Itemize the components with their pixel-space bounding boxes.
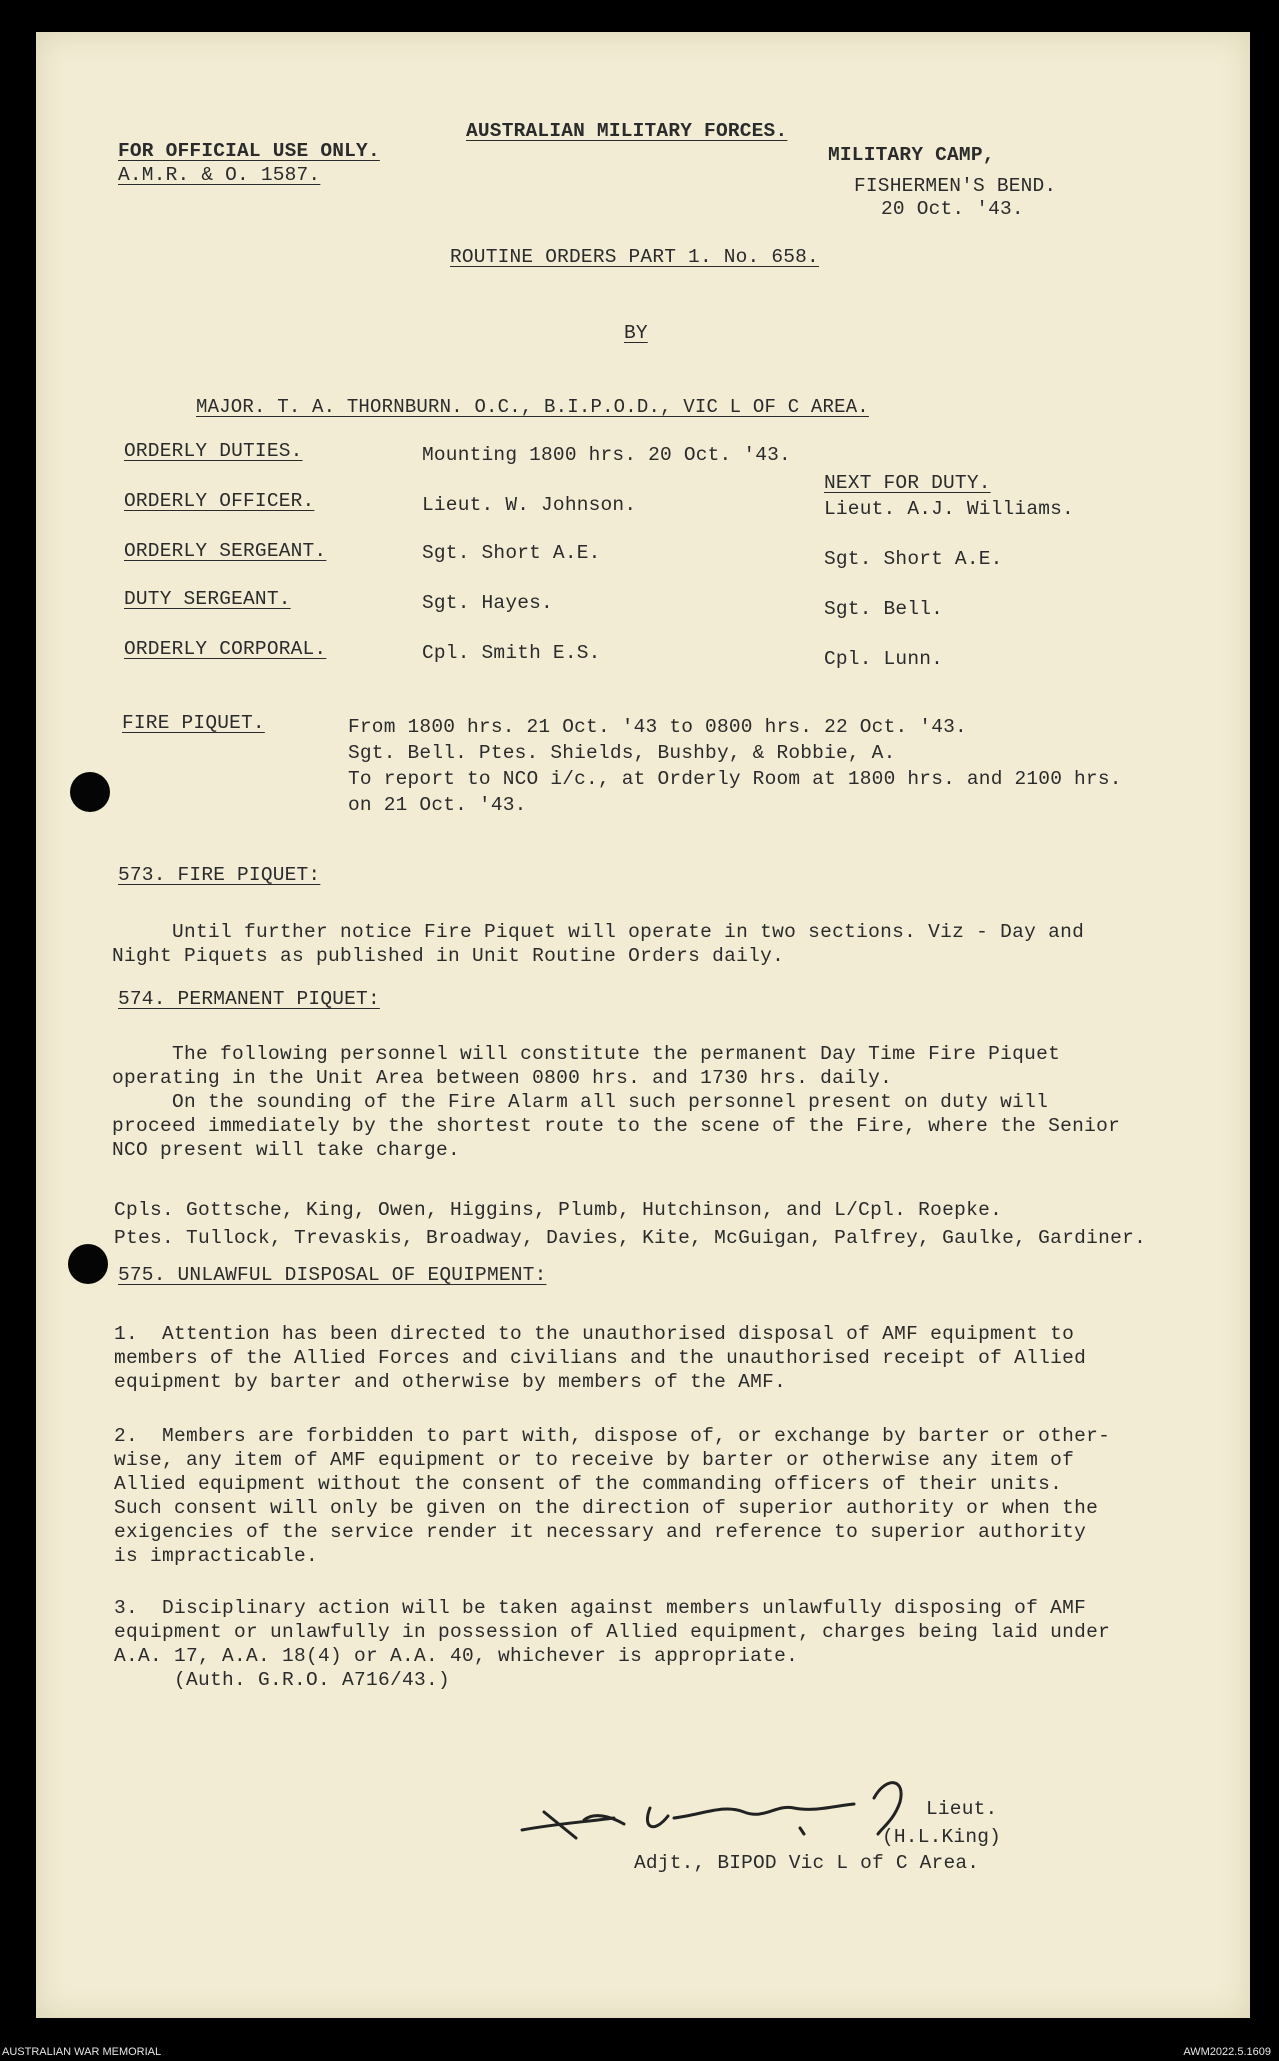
duty-role: ORDERLY SERGEANT. [124,540,327,562]
duty-current: Sgt. Hayes. [422,592,553,614]
fire-piquet-line: on 21 Oct. '43. [348,794,527,816]
signatory-appointment: Adjt., BIPOD Vic L of C Area. [634,1852,980,1874]
order-paragraph-575-3: 3. Disciplinary action will be taken against members unlawfully disposing of AMF equipment or unlawfully in possession of Allied equipment, charges being laid under A.A. 17, A.A. 18(4) or A.A. 40, whichever is appropriate. (Auth. G.R.O. A716/43.) [114,1597,1111,1691]
duty-current: Lieut. W. Johnson. [422,494,637,516]
form-reference: A.M.R. & O. 1587. [118,164,321,186]
document-title: ROUTINE ORDERS PART 1. No. 658. [450,246,819,268]
order-paragraph-575-1: 1. Attention has been directed to the unauthorised disposal of AMF equipment to members of the Allied Forces and civilians and the unauthorised receipt of Allied equipment by barter and otherwise by members of the AMF. [114,1323,1087,1393]
fire-piquet-label: FIRE PIQUET. [122,712,265,734]
order-heading-573: 573. FIRE PIQUET: [118,864,321,886]
punch-hole [70,772,110,812]
mounting-time: Mounting 1800 hrs. 20 Oct. '43. [422,444,791,466]
location-line-2: FISHERMEN'S BEND. [854,175,1057,197]
handwritten-signature [514,1768,934,1848]
fire-piquet-line: Sgt. Bell. Ptes. Shields, Bushby, & Robbie, A. [348,742,896,764]
commander-line: MAJOR. T. A. THORNBURN. O.C., B.I.P.O.D., VIC L OF C AREA. [196,396,869,418]
order-text-573: Until further notice Fire Piquet will operate in two sections. Viz - Day and Night Piquets as published in Unit Routine Orders daily. [112,921,1085,967]
by-line: BY [624,322,648,344]
archive-credit: AUSTRALIAN WAR MEMORIAL [2,2046,162,2058]
personnel-list: Cpls. Gottsche, King, Owen, Higgins, Plumb, Hutchinson, and L/Cpl. Roepke. Ptes. Tullock, Trevaskis, Broadway, Davies, Kite, McGuigan, Palfrey, Gaulke, Gardiner. [114,1199,1147,1249]
fire-piquet-line: To report to NCO i/c., at Orderly Room at 1800 hrs. and 2100 hrs. [348,768,1122,790]
order-heading-575: 575. UNLAWFUL DISPOSAL OF EQUIPMENT: [118,1264,547,1286]
security-marking: FOR OFFICIAL USE ONLY. [118,140,380,162]
duty-role: DUTY SERGEANT. [124,588,291,610]
duty-next: Sgt. Short A.E. [824,548,1003,570]
duty-next: Cpl. Lunn. [824,648,944,670]
order-heading-574: 574. PERMANENT PIQUET: [118,988,380,1010]
signatory-name: (H.L.King) [882,1826,1002,1848]
duty-current: Sgt. Short A.E. [422,542,601,564]
punch-hole [68,1244,108,1284]
organisation-heading: AUSTRALIAN MILITARY FORCES. [466,120,788,142]
document-page [36,32,1250,2018]
duty-current: Cpl. Smith E.S. [422,642,601,664]
archive-reference: AWM2022.5.1609 [1183,2046,1271,2058]
order-text-574: The following personnel will constitute the permanent Day Time Fire Piquet operating in the Unit Area between 0800 hrs. and 1730 hrs. daily. On the sounding of the Fire Alarm all such personnel present on duty will proceed immediately by the shortest route to the scene of the Fire, where the Senior NCO present will take charge. [112,1043,1121,1161]
signatory-rank: Lieut. [926,1798,998,1820]
duty-next: Lieut. A.J. Williams. [824,498,1074,520]
fire-piquet-line: From 1800 hrs. 21 Oct. '43 to 0800 hrs. 22 Oct. '43. [348,716,967,738]
order-date: 20 Oct. '43. [881,198,1024,220]
duty-role: ORDERLY CORPORAL. [124,638,327,660]
duty-next: Sgt. Bell. [824,598,944,620]
duty-role: ORDERLY OFFICER. [124,490,315,512]
order-paragraph-575-2: 2. Members are forbidden to part with, dispose of, or exchange by barter or other- wise, any item of AMF equipment or to receive by barter or otherwise any item of Allied equipment without the consent of the commanding officers of their units. Such consent will only be given on the direction of superior authority or when the exigencies of the service render it necessary and reference to superior authority is impracticable. [114,1425,1111,1567]
orderly-duties-label: ORDERLY DUTIES. [124,440,303,462]
location-line-1: MILITARY CAMP, [828,144,995,166]
next-for-duty-label: NEXT FOR DUTY. [824,472,991,494]
